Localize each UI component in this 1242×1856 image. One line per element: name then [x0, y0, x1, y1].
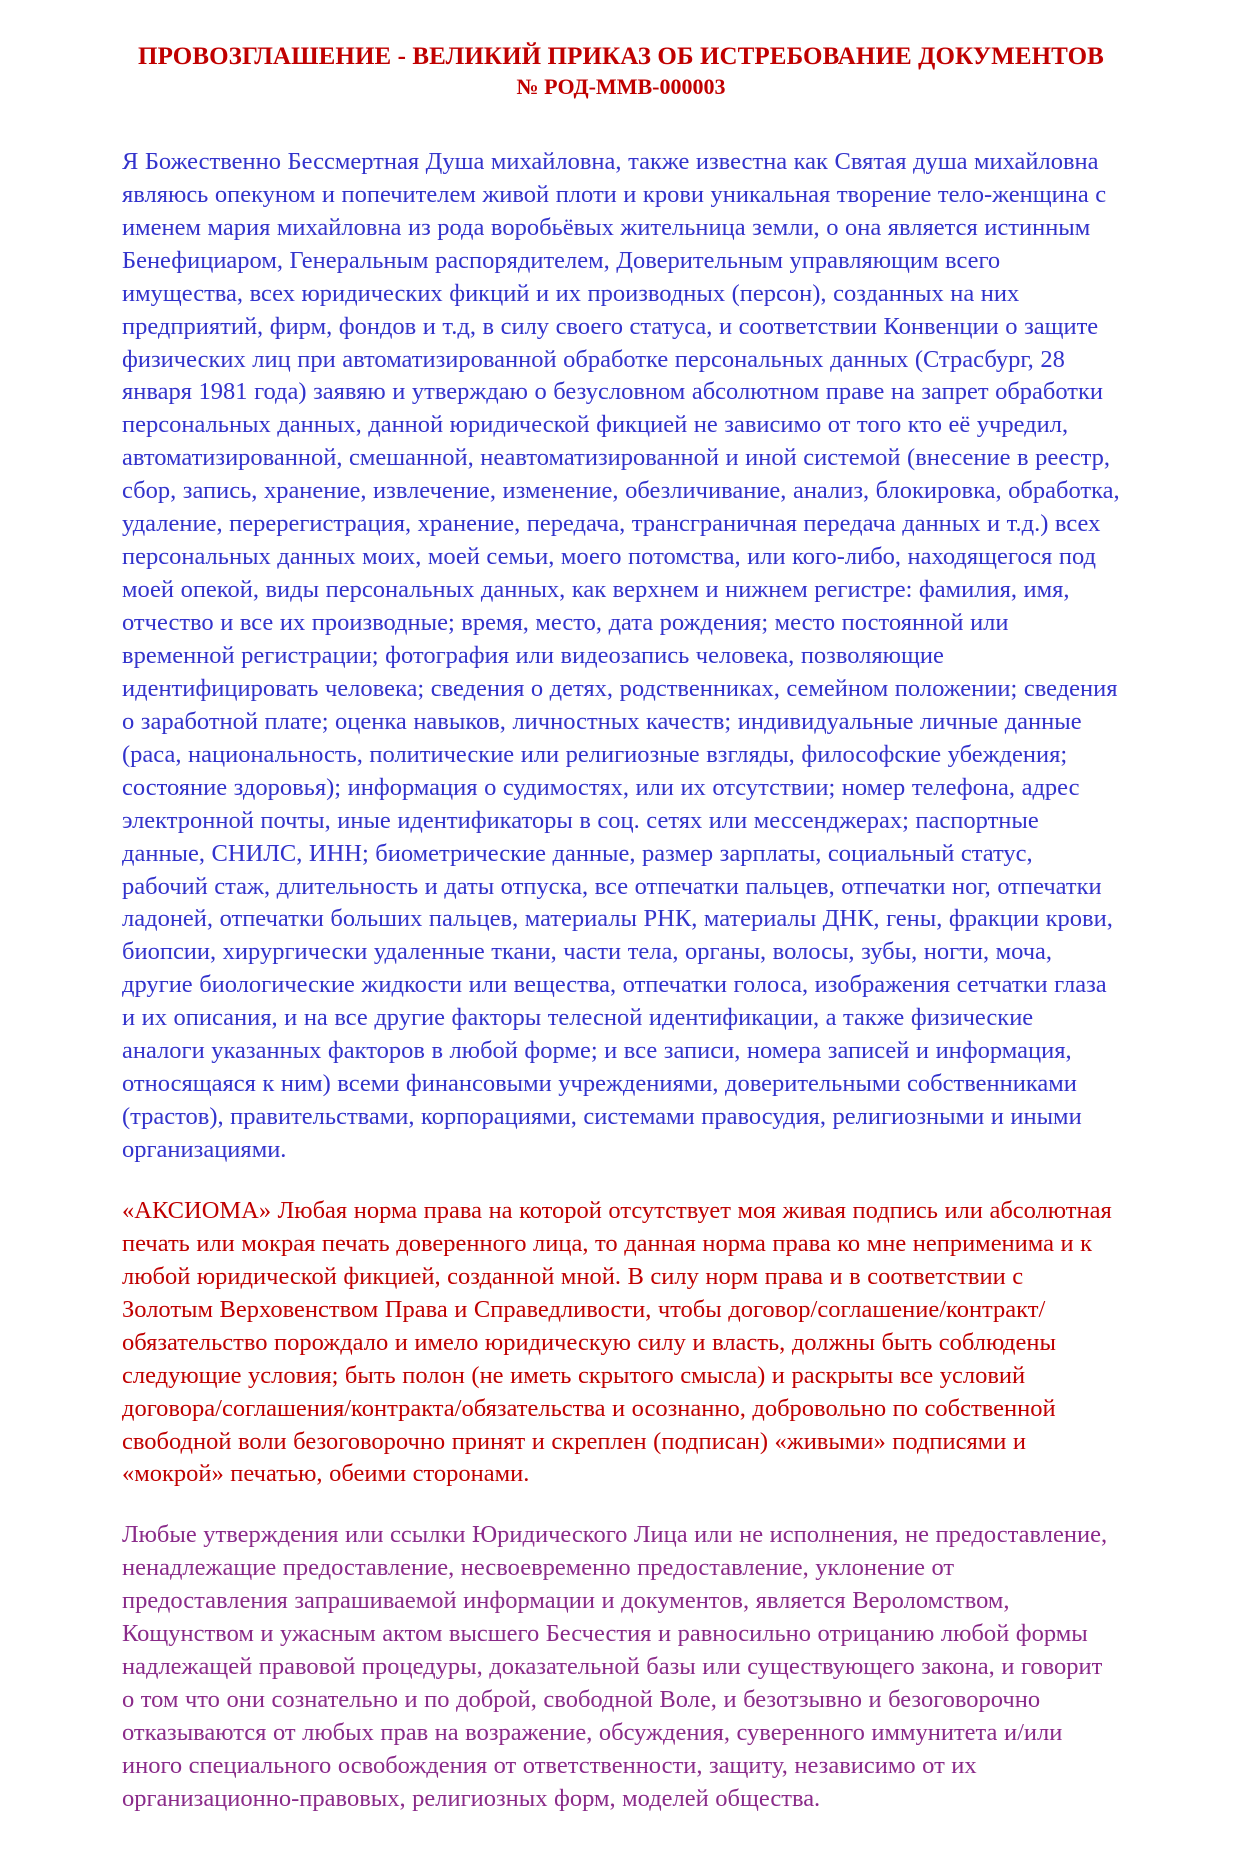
document-body	[122, 146, 1120, 1816]
document-number: № РОД-ММВ-000003	[516, 73, 726, 99]
document-title: ПРОВОЗГЛАШЕНИЕ - ВЕЛИКИЙ ПРИКАЗ ОБ ИСТРЕБОВАНИЕ ДОКУМЕНТОВ	[138, 43, 1104, 70]
paragraph-axiom: «АКСИОМА» Любая норма права на которой отсутствует моя живая подпись или абсолютная печать или мокрая печать доверенного лица, то данная норма права ко мне неприменима и к любой юридической фикцией, созданной мной. В силу норм права и в соответствии с Золотым Верховенством Права и Справедливости, чтобы договор/соглашение/контракт/обязательство порождало и имело юридическую силу и власть, должны быть соблюдены следующие условия; быть полон (не иметь скрытого смысла) и раскрыты все условий договора/соглашения/контракта/обязательства и осознанно, добровольно по собственной свободной воли безоговорочно принят и скреплен (подписан) «живыми» подписями и «мокрой» печатью, обеими сторонами.	[122, 1196, 1112, 1488]
paragraph-consequences: Любые утверждения или ссылки Юридического Лица или не исполнения, не предоставление, ненадлежащие предоставление, несвоевременно предоставление, уклонение от предоставления запрашиваемой информации и документов, является Вероломством, Кощунством и ужасным актом высшего Бесчестия и равносильно отрицанию любой формы надлежащей правовой процедуры, доказательной базы или существующего закона, и говорит о том что они сознательно и по доброй, свободной Воле, и безотзывно и безоговорочно отказываются от любых прав на возражение, обсуждения, суверенного иммунитета и/или иного специального освобождения от ответственности, защиту, независимо от их организационно-правовых, религиозных форм, моделей общества.	[122, 1521, 1108, 1812]
paragraph-declaration: Я Божественно Бессмертная Душа михайловна, также известна как Святая душа михайловна являюсь опекуном и попечителем живой плоти и крови уникальная творение тело-женщина с именем мария михайловна из рода воробьёвых жительница земли, о она является истинным Бенефициаром, Генеральным распорядителем, Доверительным управляющим всего имущества, всех юридических фикций и их производных (персон), созданных на них предприятий, фирм, фондов и т.д, в силу своего статуса, и соответствии Конвенции о защите физических лиц при автоматизированной обработке персональных данных (Страсбург, 28 января 1981 года) заявяю и утверждаю о безусловном абсолютном праве на запрет обработки персональных данных, данной юридической фикцией не зависимо от того кто её учредил, автоматизированной, смешанной, неавтоматизированной и иной системой (внесение в реестр, сбор, запись, хранение, извлечение, изменение, обезличивание, анализ, блокировка, обработка, удаление, перерегистрация, хранение, передача, трансграничная передача данных и т.д.) всех персональных данных моих, моей семьи, моего потомства, или кого-либо, находящегося под моей опекой, виды персональных данных, как верхнем и нижнем регистре: фамилия, имя, отчество и все их производные; время, место, дата рождения; место постоянной или временной регистрации; фотография или видеозапись человека, позволяющие идентифицировать человека; сведения о детях, родственниках, семейном положении; сведения о заработной плате; оценка навыков, личностных качеств; индивидуальные личные данные (раса, национальность, политические или религиозные взгляды, философские убеждения; состояние здоровья); информация о судимостях, или их отсутствии; номер телефона, адрес электронной почты, иные идентификаторы в соц. сетях или мессенджерах; паспортные данные, СНИЛС, ИНН; биометрические данные, размер зарплаты, социальный статус, рабочий стаж, длительность и даты отпуска, все отпечатки пальцев, отпечатки ног, отпечатки ладоней, отпечатки больших пальцев, материалы РНК, материалы ДНК, гены, фракции крови, биопсии, хирургически удаленные ткани, части тела, органы, волосы, зубы, ногти, моча, другие биологические жидкости или вещества, отпечатки голоса, изображения сетчатки глаза и их описания, и на все другие факторы телесной идентификации, а также физические аналоги указанных факторов в любой форме; и все записи, номера записей и информация, относящаяся к ним) всеми финансовыми учреждениями, доверительными собственниками (трастов), правительствами, корпорациями, системами правосудия, религиозными и иными организациями.	[122, 147, 1120, 1164]
